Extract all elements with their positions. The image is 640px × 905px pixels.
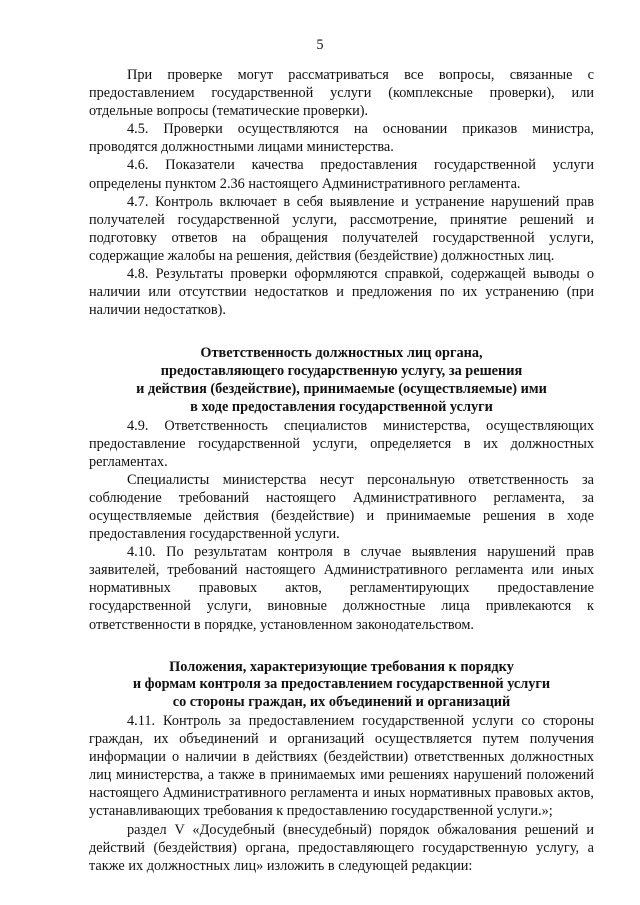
paragraph-4-7: 4.7. Контроль включает в себя выявление и устранение нарушений прав получателей государственной услуги, рассмотрение, принятие решений и подготовку ответов на обращения получателей государственной услуги, содержащие жалобы на решения, действия (бездействие) должностных лиц. (89, 193, 594, 264)
paragraph-4-8: 4.8. Результаты проверки оформляются справкой, содержащей выводы о наличии или отсутствии недостатков и предложения по их устранению (при наличии недостатков). (89, 266, 594, 319)
heading-line: предоставляющего государственную услугу, за решения (160, 363, 523, 380)
paragraph-4-11: 4.11. Контроль за предоставлением государственной услуги со стороны граждан, их объединений и организаций осуществляется путем получения информации о наличии в действиях (бездействии) ответственных должностных лиц министерства, а также в принимаемых ими решениях нарушений положений настоящего Административного регламента и иных нормативных правовых актов, устанавливающих требования к предоставлению государственной услуги.»; (89, 713, 594, 820)
heading-line: и формам контроля за предоставлением государственной услуги (132, 676, 551, 693)
paragraph-4-6: 4.6. Показатели качества предоставления государственной услуги определены пунктом 2.36 настоящего Административного регламента. (89, 157, 594, 192)
section-heading-control-forms (89, 659, 594, 712)
paragraph: При проверке могут рассматриваться все вопросы, связанные с предоставлением государственной услуги (комплексные проверки), или отдельные вопросы (тематические проверки). (89, 67, 594, 120)
paragraph-section-v: раздел V «Досудебный (внесудебный) порядок обжалования решений и действий (бездействия) органа, предоставляющего государственную услугу, а также их должностных лиц» изложить в следующей редакции: (89, 821, 594, 874)
heading-line: и действия (бездействие), принимаемые (осуществляемые) ими (136, 380, 547, 397)
paragraph-4-5: 4.5. Проверки осуществляются на основании приказов министра, проводятся должностными лицами министерства. (89, 121, 594, 156)
heading-line: со стороны граждан, их объединений и организаций (172, 694, 511, 711)
paragraph-4-9: 4.9. Ответственность специалистов министерства, осуществляющих предоставление государственной услуги, определяется в их должностных регламентах. (89, 417, 594, 470)
heading-line: Ответственность должностных лиц органа, (200, 345, 483, 362)
section-heading-responsibility (89, 345, 594, 416)
heading-line: в ходе предоставления государственной услуги (190, 398, 493, 415)
heading-line: Положения, характеризующие требования к порядку (169, 658, 514, 675)
page-number: 5 (316, 37, 324, 53)
document-body (89, 66, 594, 875)
paragraph-4-10: 4.10. По результатам контроля в случае выявления нарушений прав заявителей, требований настоящего Административного регламента или иных нормативных правовых актов, регламентирующих предоставление государственной услуги, виновные должностные лица привлекаются к ответственности в порядке, установленном законодательством. (89, 544, 594, 633)
paragraph-specialists: Специалисты министерства несут персональную ответственность за соблюдение требований настоящего Административного регламента, за осуществляемые действия (бездействие) и принимаемые решения в ходе предоставления государственной услуги. (89, 471, 594, 543)
